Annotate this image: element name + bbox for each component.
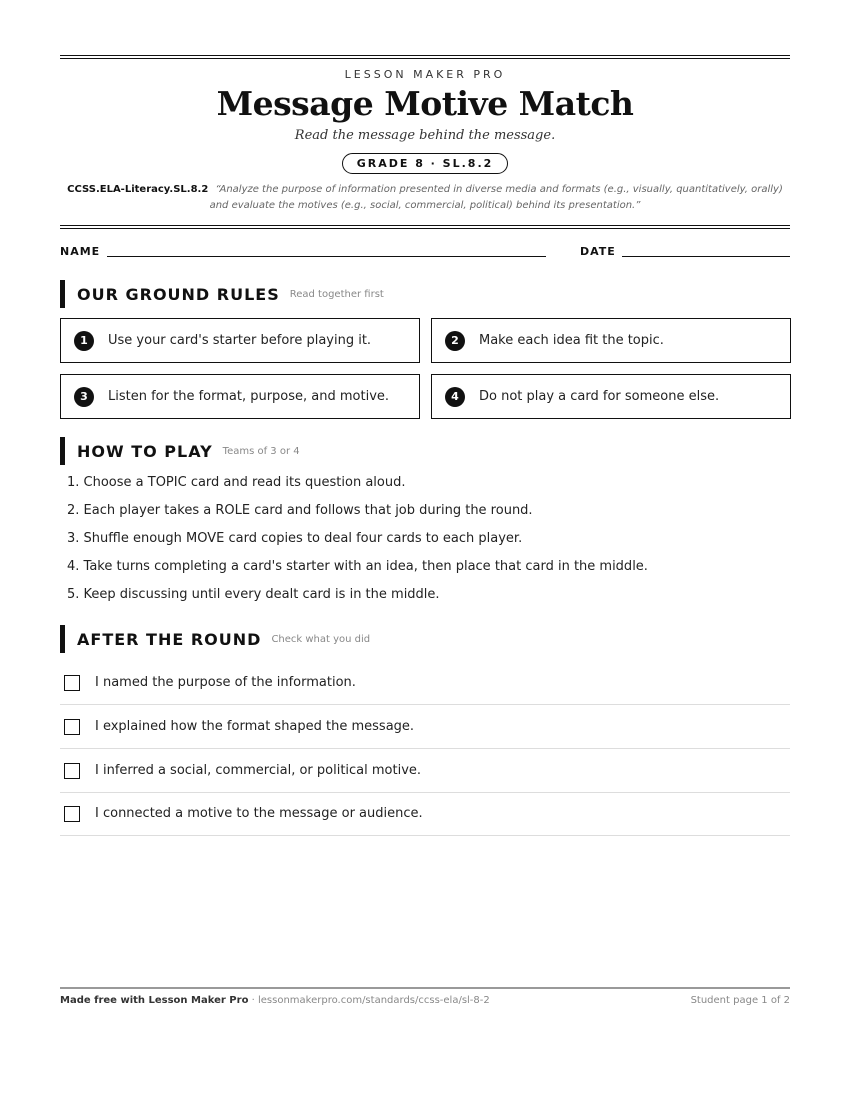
checklist-text: I connected a motive to the message or audience. — [95, 806, 423, 821]
rule-number-badge: 4 — [445, 387, 465, 407]
checklist-item — [60, 792, 790, 836]
rule-number-badge: 3 — [74, 387, 94, 407]
page-subtitle: Read the message behind the message. — [294, 128, 556, 143]
after-round-note: Check what you did — [271, 633, 371, 645]
header-top-rule — [60, 55, 790, 59]
play-step: 3. Shuffle enough MOVE card copies to deal four cards to each player. — [67, 531, 523, 546]
footer-rule — [60, 987, 790, 989]
checklist-item — [60, 705, 790, 749]
ground-rules-title: OUR GROUND RULES — [77, 284, 280, 304]
play-steps-list — [60, 475, 790, 615]
ground-rules-heading — [60, 280, 384, 308]
date-field[interactable] — [622, 256, 790, 257]
ground-rule-card — [431, 374, 791, 419]
standard-statement — [60, 182, 790, 214]
ground-rule-card — [60, 318, 420, 363]
checklist-item — [60, 749, 790, 793]
grade-badge: GRADE 8 · SL.8.2 — [342, 153, 509, 174]
after-round-title: AFTER THE ROUND — [77, 629, 262, 649]
ground-rule-card — [431, 318, 791, 363]
date-label: DATE — [580, 245, 616, 258]
how-to-play-heading — [60, 437, 300, 465]
checkbox[interactable] — [64, 763, 80, 779]
ground-rules-note: Read together first — [289, 288, 384, 300]
rule-number-badge: 2 — [445, 331, 465, 351]
ground-rule-card — [60, 374, 420, 419]
worksheet-page — [60, 0, 790, 1100]
play-step: 4. Take turns completing a card's starter with an idea, then place that card in the middle. — [67, 559, 648, 574]
rule-text: Do not play a card for someone else. — [479, 389, 720, 404]
after-round-heading — [60, 625, 370, 653]
checklist-item — [60, 661, 790, 705]
how-to-play-title: HOW TO PLAY — [77, 441, 213, 461]
checkbox[interactable] — [64, 675, 80, 691]
rule-text: Listen for the format, purpose, and motive. — [108, 389, 390, 404]
footer-credit — [60, 995, 490, 1006]
checklist-text: I explained how the format shaped the message. — [95, 719, 415, 734]
rule-number-badge: 1 — [74, 331, 94, 351]
checkbox[interactable] — [64, 719, 80, 735]
standard-text: “Analyze the purpose of information presented in diverse media and formats (e.g., visually, quantitatively, orally) and evaluate the motives (e.g., social, commercial, political) behind its presentation.” — [209, 184, 783, 211]
brand-name: LESSON MAKER PRO — [344, 68, 506, 81]
name-label: NAME — [60, 245, 101, 258]
checklist-text: I inferred a social, commercial, or political motive. — [95, 763, 422, 778]
rule-text: Make each idea fit the topic. — [479, 333, 664, 348]
play-step: 1. Choose a TOPIC card and read its question aloud. — [67, 475, 406, 490]
rule-text: Use your card's starter before playing it. — [108, 333, 372, 348]
header-bottom-rule — [60, 225, 790, 229]
how-to-play-note: Teams of 3 or 4 — [222, 445, 300, 457]
checklist-text: I named the purpose of the information. — [95, 675, 356, 690]
footer-url[interactable]: · lessonmakerpro.com/standards/ccss-ela/sl-8-2 — [248, 995, 490, 1006]
page-title: Message Motive Match — [216, 84, 634, 123]
grade-badge-wrap — [60, 152, 790, 174]
footer-made-with: Made free with Lesson Maker Pro — [60, 995, 249, 1006]
checkbox[interactable] — [64, 806, 80, 822]
play-step: 5. Keep discussing until every dealt card is in the middle. — [67, 587, 440, 602]
footer-page-number: Student page 1 of 2 — [690, 995, 790, 1006]
play-step: 2. Each player takes a ROLE card and follows that job during the round. — [67, 503, 533, 518]
name-field[interactable] — [107, 256, 546, 257]
standard-code: CCSS.ELA-Literacy.SL.8.2 — [67, 184, 209, 195]
